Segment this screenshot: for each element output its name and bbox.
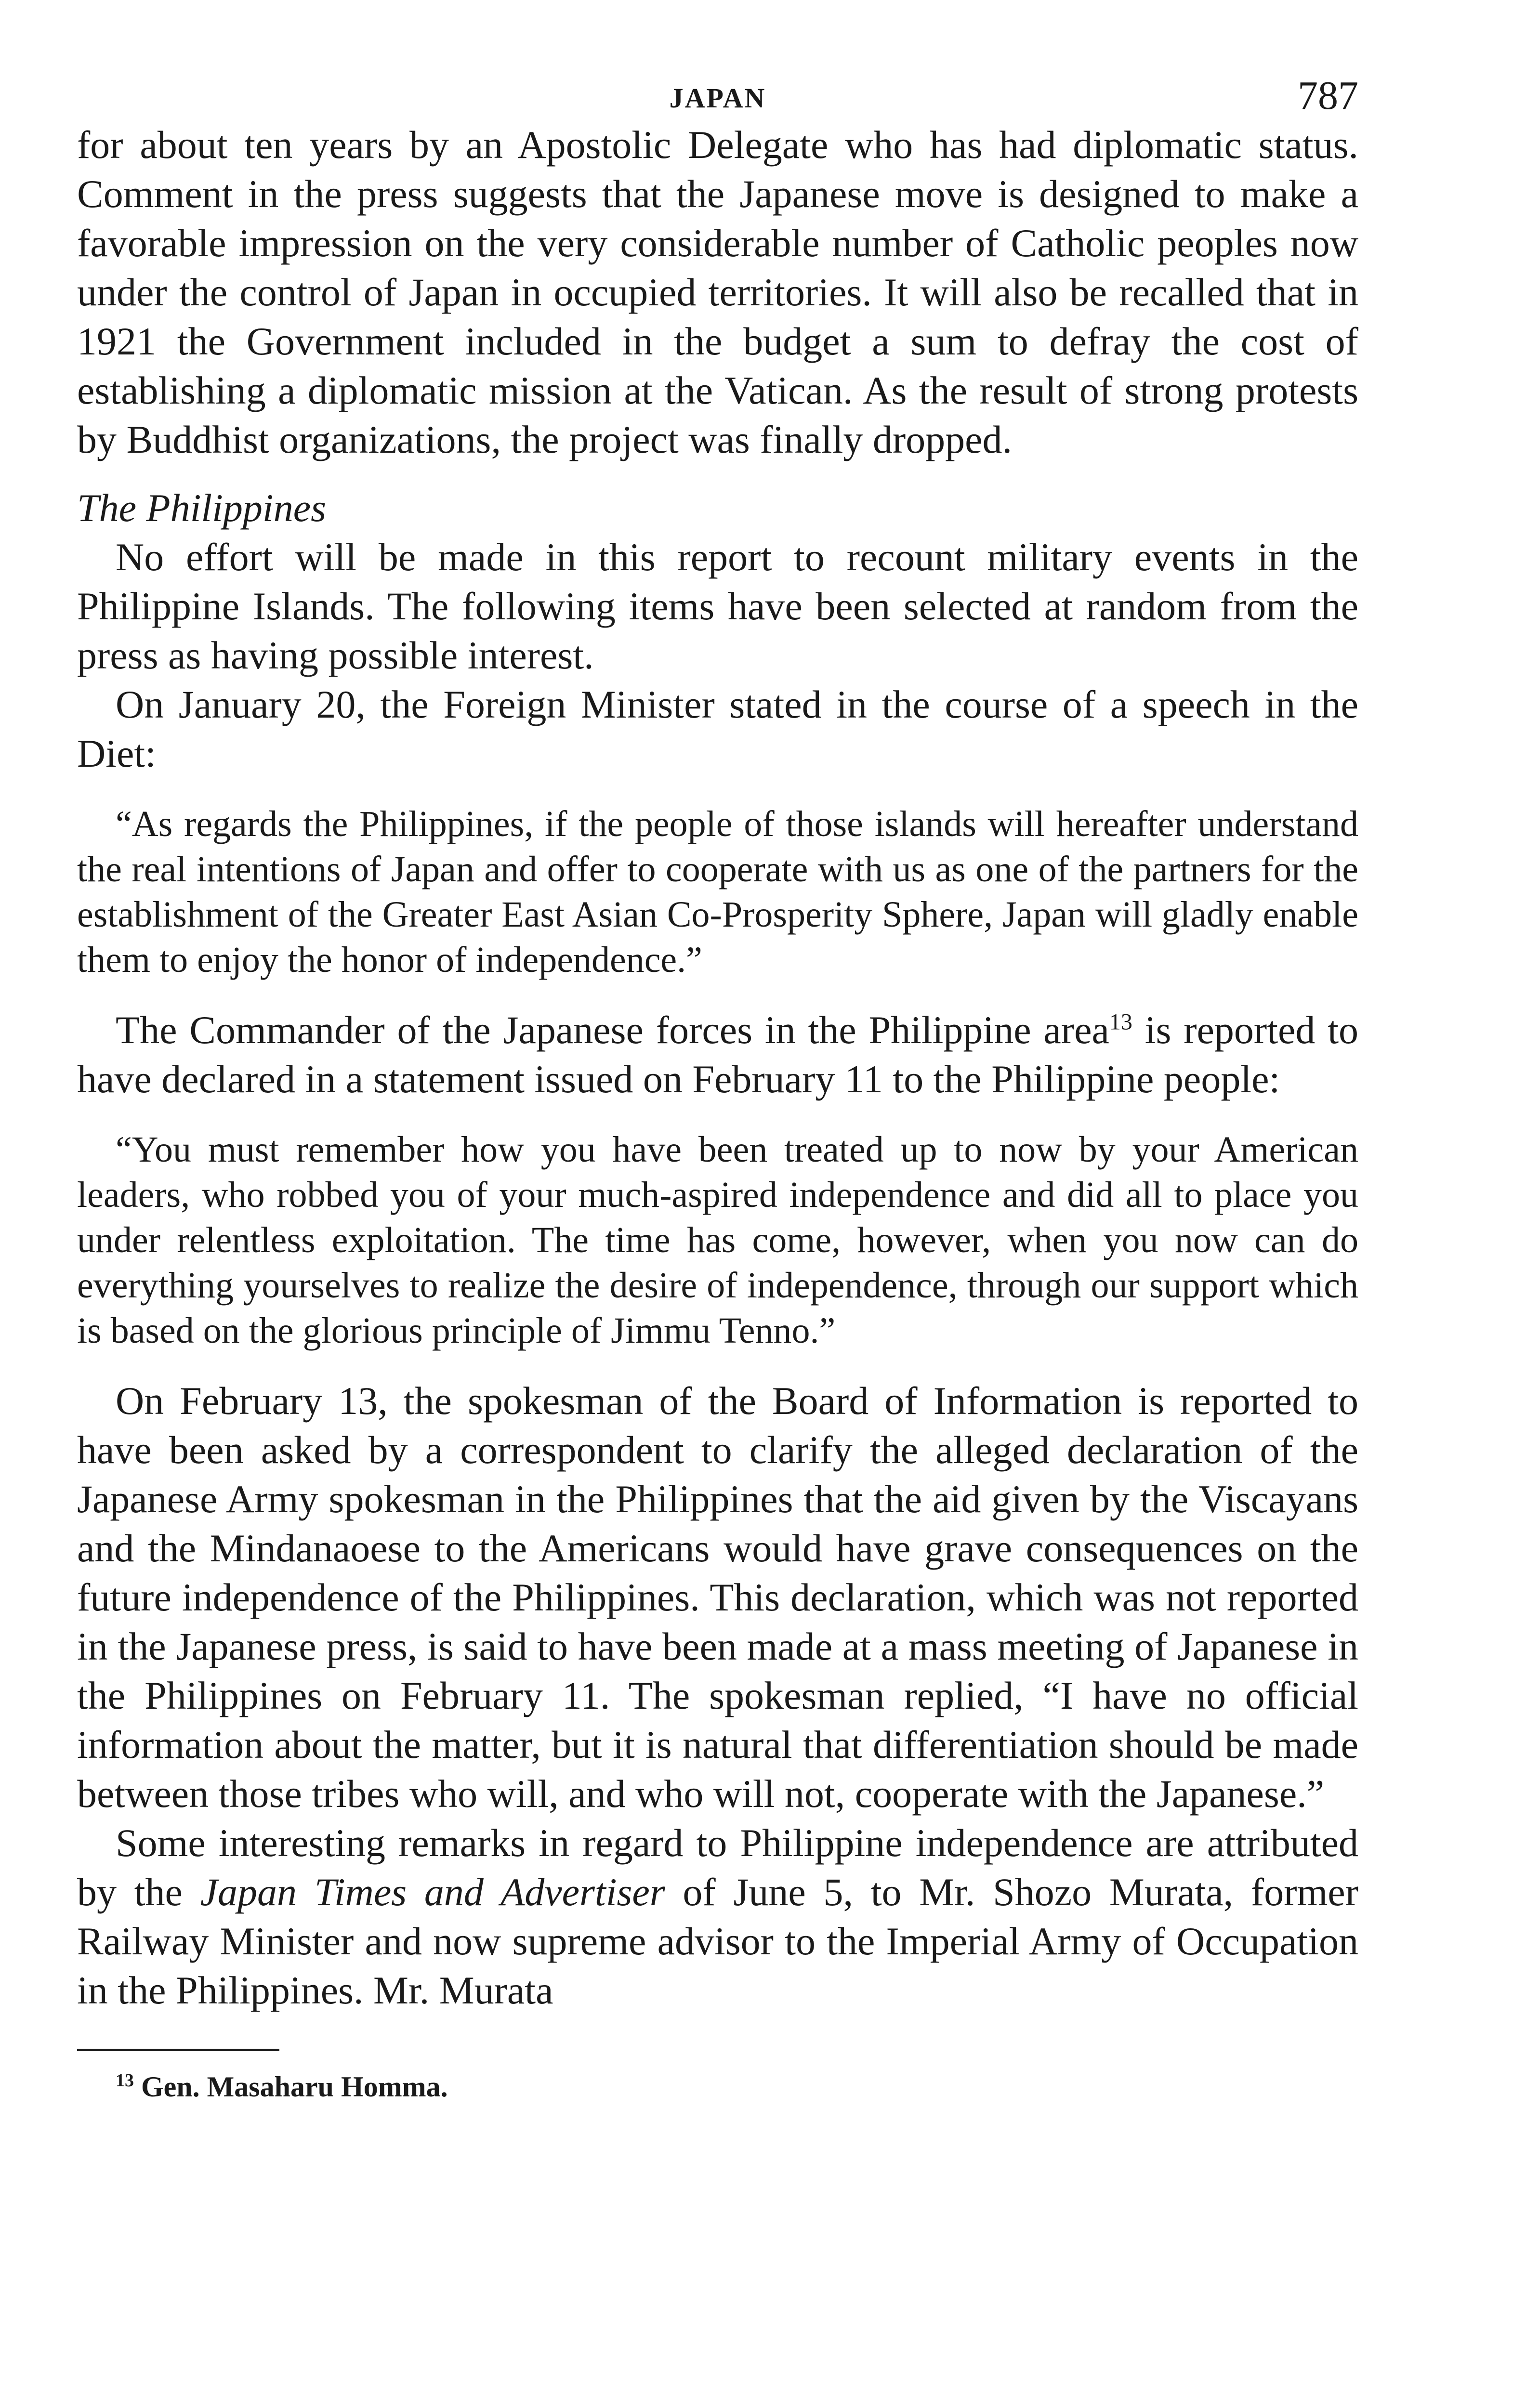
newspaper-title: Japan Times and Advertiser bbox=[200, 1870, 665, 1914]
document-page bbox=[77, 63, 1358, 2104]
running-title: JAPAN bbox=[669, 82, 766, 114]
paragraph-murata-remarks bbox=[77, 1819, 1358, 2015]
paragraph-apostolic-delegate: for about ten years by an Apostolic Delegate who has had diplomatic status. Comment in the press suggests that the Japanese move is designed to make a favorable impression on the very considerable number of Catholic peoples now under the control of Japan in occupied territories. It will also be recalled that in 1921 the Government included in the budget a sum to defray the cost of establishing a diplomatic mission at the Vatican. As the result of strong protests by Buddhist organizations, the project was finally dropped. bbox=[77, 123, 1358, 461]
murata-text-start: Some interesting remarks in regard to Philippine independence are attributed by the bbox=[77, 1821, 1358, 1914]
footnote-text: Gen. Masaharu Homma. bbox=[134, 2071, 448, 2103]
paragraph-foreign-minister: On January 20, the Foreign Minister stated in the course of a speech in the Diet: bbox=[77, 682, 1358, 775]
footnote-divider bbox=[77, 2049, 279, 2051]
section-heading-philippines: The Philippines bbox=[77, 486, 327, 530]
quote-commander-statement: “You must remember how you have been treated up to now by your American leaders, who robbed you of your much-aspired independence and did all to place you under relentless exploitation. The time has come, however, when you now can do everything yourselves to realize the desire of independence, through our support which is based on the glorious principle of Jimmu Tenno.” bbox=[77, 1129, 1358, 1351]
footnote-marker: 13 bbox=[116, 2070, 134, 2091]
footnote-13 bbox=[77, 2070, 1358, 2104]
murata-text-end: of June 5, to Mr. Shozo Murata, former Railway Minister and now supreme advisor to the Imperial Army of Occupation in the Philippines. Mr. Murata bbox=[77, 1870, 1358, 2012]
commander-text-start: The Commander of the Japanese forces in the Philippine area bbox=[116, 1008, 1109, 1052]
paragraph-commander bbox=[77, 1006, 1358, 1104]
quote-foreign-minister: “As regards the Philippines, if the people of those islands will hereafter understand the real intentions of Japan and offer to cooperate with us as one of the partners for the establishment of the Greater East Asian Co-Prosperity Sphere, Japan will gladly enable them to enjoy the honor of independence.” bbox=[77, 804, 1358, 980]
page-number: 787 bbox=[1298, 73, 1358, 118]
running-header bbox=[77, 63, 1358, 120]
commander-text-end: is reported to have declared in a statement issued on February 11 to the Philippine people: bbox=[77, 1008, 1358, 1101]
footnote-reference-13[interactable]: 13 bbox=[1109, 1009, 1132, 1035]
paragraph-military-events: No effort will be made in this report to recount military events in the Philippine Islands. The following items have been selected at random from the press as having possible interest. bbox=[77, 535, 1358, 677]
paragraph-board-of-information: On February 13, the spokesman of the Board of Information is reported to have been asked by a correspondent to clarify the alleged declaration of the Japanese Army spokesman in the Philippines that the aid given by the Viscayans and the Mindanaoese to the Americans would have grave consequences on the future independence of the Philippines. This declaration, which was not reported in the Japanese press, is said to have been made at a mass meeting of Japanese in the Philippines on February 11. The spokesman replied, “I have no official information about the matter, but it is natural that differentiation should be made between those tribes who will, and who will not, cooperate with the Japanese.” bbox=[77, 1379, 1358, 1816]
